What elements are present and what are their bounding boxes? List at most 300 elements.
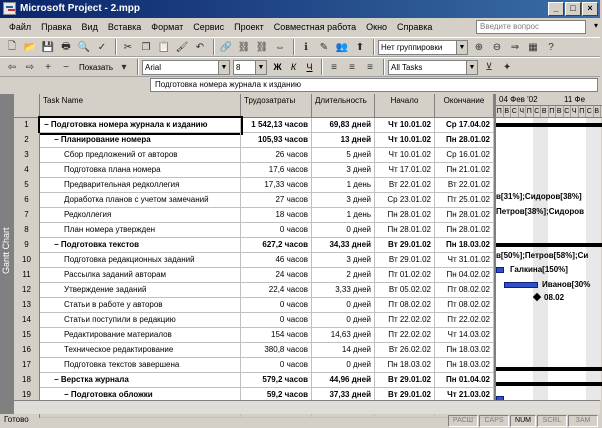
- work-cell-text: 627,2 часов: [262, 240, 308, 249]
- gantt-day: В: [594, 108, 600, 115]
- gantt-day: П: [549, 108, 555, 115]
- row-id[interactable]: [14, 118, 40, 133]
- table-row[interactable]: [14, 358, 494, 373]
- row-id-text: 17: [22, 360, 31, 369]
- start-cell[interactable]: [375, 358, 435, 373]
- collapse-toggle-icon[interactable]: −: [44, 120, 51, 129]
- help-question-input[interactable]: Введите вопрос: [476, 20, 586, 34]
- duration-cell[interactable]: [312, 373, 375, 388]
- duration-cell[interactable]: [312, 163, 375, 178]
- task-name-cell[interactable]: [40, 238, 241, 253]
- assign-resources-icon[interactable]: 👥: [335, 41, 349, 53]
- work-cell-text: 22,4 часов: [268, 285, 308, 294]
- format-painter-icon[interactable]: 🖌: [175, 41, 189, 53]
- gantt-label: в[50%];Петров[58%];Си: [496, 251, 589, 260]
- col-start[interactable]: Начало: [375, 94, 435, 118]
- finish-cell[interactable]: [435, 163, 494, 178]
- duration-cell[interactable]: [312, 208, 375, 223]
- finish-cell[interactable]: [435, 178, 494, 193]
- table-row[interactable]: [14, 193, 494, 208]
- start-cell[interactable]: [375, 268, 435, 283]
- duration-cell-text: 1 день: [346, 210, 371, 219]
- duration-cell[interactable]: [312, 268, 375, 283]
- task-name-cell-text: Подготовка текстов завершена: [64, 360, 180, 369]
- finish-cell[interactable]: [435, 283, 494, 298]
- row-id[interactable]: [14, 298, 40, 313]
- work-cell-text: 27 часов: [275, 195, 308, 204]
- start-cell[interactable]: [375, 163, 435, 178]
- table-row[interactable]: [14, 223, 494, 238]
- duration-cell-text: 2 дней: [346, 270, 371, 279]
- work-cell[interactable]: [241, 118, 312, 133]
- work-cell[interactable]: [241, 313, 312, 328]
- start-cell[interactable]: [375, 133, 435, 148]
- work-cell-text: 17,33 часов: [264, 180, 308, 189]
- table-row[interactable]: [14, 343, 494, 358]
- autofilter-icon[interactable]: ⊻: [485, 61, 493, 73]
- task-name-cell[interactable]: [40, 313, 241, 328]
- finish-cell[interactable]: [435, 223, 494, 238]
- menu-file[interactable]: Файл: [9, 22, 32, 32]
- start-cell-text: Вт 29.01.02: [388, 390, 431, 399]
- start-cell[interactable]: [375, 313, 435, 328]
- table-row[interactable]: [14, 253, 494, 268]
- row-id-text: 18: [22, 375, 31, 384]
- row-id-text: 14: [22, 315, 31, 324]
- duration-cell[interactable]: [312, 223, 375, 238]
- menu-view[interactable]: Вид: [81, 22, 98, 32]
- project-app-icon: [3, 2, 16, 15]
- start-cell-text: Пт 01.02.02: [388, 270, 431, 279]
- table-row[interactable]: [14, 148, 494, 163]
- work-cell[interactable]: [241, 283, 312, 298]
- scrl-indicator: SCRL: [537, 415, 567, 427]
- spelling-icon[interactable]: ✓: [97, 41, 107, 53]
- task-table: [14, 94, 494, 400]
- task-name-cell[interactable]: [40, 268, 241, 283]
- start-cell[interactable]: [375, 193, 435, 208]
- finish-cell-text: Пн 28.01.02: [446, 210, 490, 219]
- finish-cell[interactable]: [435, 358, 494, 373]
- table-row[interactable]: [14, 328, 494, 343]
- duration-cell[interactable]: [312, 118, 375, 133]
- italic-button[interactable]: К: [290, 61, 297, 72]
- underline-button[interactable]: Ч: [306, 61, 313, 72]
- task-name-cell[interactable]: [40, 118, 241, 133]
- view-label: Gantt Chart: [1, 227, 11, 274]
- gantt-chart: [494, 94, 600, 400]
- work-cell[interactable]: [241, 208, 312, 223]
- task-name-cell-text: Рассылка заданий авторам: [64, 270, 167, 279]
- duration-cell[interactable]: [312, 313, 375, 328]
- table-row[interactable]: [14, 118, 494, 133]
- gantt-summary-bar[interactable]: [496, 123, 602, 127]
- title-bar: [0, 0, 600, 18]
- duration-cell[interactable]: [312, 148, 375, 163]
- close-button[interactable]: ×: [582, 2, 598, 16]
- row-id-text: 4: [24, 165, 29, 174]
- gantt-label: Петров[38%];Сидоров: [496, 207, 585, 216]
- task-name-cell[interactable]: [40, 208, 241, 223]
- gantt-day: В: [556, 108, 562, 115]
- zoom-out-icon[interactable]: ⊖: [492, 41, 502, 53]
- gantt-day: С: [511, 108, 517, 115]
- work-cell-text: 59,2 часов: [266, 390, 308, 399]
- row-id[interactable]: [14, 358, 40, 373]
- row-id-text: 12: [22, 285, 31, 294]
- duration-cell-text: 0 дней: [346, 360, 371, 369]
- menu-edit[interactable]: Правка: [41, 22, 72, 32]
- group-by-combo[interactable]: [378, 40, 468, 55]
- row-id[interactable]: [14, 313, 40, 328]
- finish-cell[interactable]: [435, 118, 494, 133]
- row-id[interactable]: [14, 328, 40, 343]
- duration-cell-text: 37,33 дней: [329, 390, 371, 399]
- finish-cell-text: Пн 01.04.02: [446, 375, 490, 384]
- arrow-right-icon[interactable]: ⇨: [25, 61, 35, 73]
- finish-cell-text: Чт 21.03.02: [447, 390, 490, 399]
- gantt-summary-bar[interactable]: [496, 367, 602, 371]
- gantt-timescale-days: [496, 106, 602, 118]
- finish-cell[interactable]: [435, 298, 494, 313]
- gantt-label: 08.02: [544, 293, 565, 302]
- print-icon[interactable]: 🖶: [61, 40, 71, 52]
- row-id[interactable]: [14, 268, 40, 283]
- start-cell[interactable]: [375, 328, 435, 343]
- row-id-text: 19: [22, 390, 31, 399]
- task-name-cell[interactable]: [40, 133, 241, 148]
- gantt-wizard-icon[interactable]: ✦: [502, 61, 512, 73]
- arrow-left-icon[interactable]: ⇦: [7, 61, 17, 73]
- duration-cell-text: 14,63 дней: [330, 330, 371, 339]
- help-dropdown-icon[interactable]: ▾: [593, 21, 598, 30]
- preview-icon[interactable]: 🔍: [77, 41, 91, 53]
- menu-window[interactable]: Окно: [366, 22, 388, 32]
- finish-cell[interactable]: [435, 373, 494, 388]
- table-row[interactable]: [14, 313, 494, 328]
- duration-cell[interactable]: [312, 298, 375, 313]
- menu-tools[interactable]: Сервис: [193, 22, 225, 32]
- finish-cell[interactable]: [435, 343, 494, 358]
- duration-cell-text: 0 дней: [346, 300, 371, 309]
- entry-field[interactable]: Подготовка номера журнала к изданию: [150, 78, 598, 92]
- task-name-cell[interactable]: [40, 163, 241, 178]
- start-cell[interactable]: [375, 223, 435, 238]
- save-icon[interactable]: 💾: [41, 41, 55, 53]
- gantt-day: С: [586, 108, 592, 115]
- work-cell[interactable]: [241, 268, 312, 283]
- task-name-cell-text: Предварительная редколлегия: [64, 180, 180, 189]
- start-cell[interactable]: [375, 343, 435, 358]
- start-cell-text: Ср 23.01.02: [387, 195, 431, 204]
- start-cell-text: Пт 22.02.02: [388, 330, 431, 339]
- cut-icon[interactable]: ✂: [123, 41, 133, 53]
- finish-cell[interactable]: [435, 148, 494, 163]
- work-cell[interactable]: [241, 238, 312, 253]
- row-id[interactable]: [14, 178, 40, 193]
- task-name-cell[interactable]: [40, 358, 241, 373]
- finish-cell[interactable]: [435, 328, 494, 343]
- align-center-icon[interactable]: ≡: [349, 61, 355, 73]
- finish-cell-text: Пт 08.02.02: [447, 300, 490, 309]
- work-cell[interactable]: [241, 223, 312, 238]
- duration-cell-text: 69,83 дней: [329, 120, 371, 129]
- row-id-text: 8: [24, 225, 29, 234]
- finish-cell[interactable]: [435, 238, 494, 253]
- collapse-toggle-icon[interactable]: −: [54, 375, 61, 384]
- start-cell-text: Вт 29.01.02: [388, 255, 431, 264]
- work-cell[interactable]: [241, 328, 312, 343]
- start-cell-text: Пт 08.02.02: [388, 300, 431, 309]
- start-cell-text: Пн 28.01.02: [387, 210, 431, 219]
- start-cell-text: Чт 17.01.02: [388, 165, 431, 174]
- row-id[interactable]: [14, 343, 40, 358]
- gantt-label: Галкина[150%]: [510, 265, 568, 274]
- task-notes-icon[interactable]: ✎: [319, 41, 329, 53]
- work-cell[interactable]: [241, 133, 312, 148]
- new-icon[interactable]: 🗋: [7, 40, 17, 52]
- task-name-cell-text: Утверждение заданий: [64, 285, 147, 294]
- row-id[interactable]: [14, 253, 40, 268]
- table-row[interactable]: [14, 208, 494, 223]
- minimize-button[interactable]: _: [548, 2, 564, 16]
- work-cell[interactable]: [241, 148, 312, 163]
- row-id-text: 7: [24, 210, 29, 219]
- task-name-cell[interactable]: [40, 283, 241, 298]
- copy-picture-icon[interactable]: ▦: [528, 41, 538, 53]
- menu-insert[interactable]: Вставка: [107, 22, 142, 32]
- row-id[interactable]: [14, 133, 40, 148]
- work-cell[interactable]: [241, 163, 312, 178]
- gantt-summary-bar[interactable]: [496, 382, 602, 386]
- work-cell[interactable]: [241, 253, 312, 268]
- start-cell-text: Вт 26.02.02: [388, 345, 431, 354]
- work-cell[interactable]: [241, 373, 312, 388]
- ext-indicator: РАСШ: [448, 415, 478, 427]
- gantt-task-bar[interactable]: [496, 267, 504, 273]
- num-indicator: NUM: [510, 415, 536, 427]
- duration-cell[interactable]: [312, 253, 375, 268]
- duration-cell[interactable]: [312, 238, 375, 253]
- gantt-day: П: [579, 108, 585, 115]
- task-name-cell-text: Статьи поступили в редакцию: [64, 315, 176, 324]
- work-cell[interactable]: [241, 358, 312, 373]
- chevron-down-icon: ▼: [255, 61, 266, 74]
- finish-cell-text: Чт 14.03.02: [447, 330, 490, 339]
- table-row[interactable]: [14, 373, 494, 388]
- open-icon[interactable]: 📂: [23, 41, 37, 53]
- task-name-cell[interactable]: [40, 328, 241, 343]
- task-name-cell[interactable]: [40, 193, 241, 208]
- work-cell[interactable]: [241, 298, 312, 313]
- publish-icon[interactable]: ⬆: [355, 41, 365, 53]
- collapse-toggle-icon[interactable]: −: [64, 390, 71, 399]
- start-cell[interactable]: [375, 178, 435, 193]
- col-work[interactable]: Трудозатраты: [241, 94, 312, 118]
- task-name-cell[interactable]: [40, 343, 241, 358]
- align-left-icon[interactable]: ≡: [331, 61, 337, 73]
- filter-combo[interactable]: [388, 60, 478, 75]
- start-cell[interactable]: [375, 283, 435, 298]
- row-id[interactable]: [14, 238, 40, 253]
- task-name-cell-text: Подготовка редакционных заданий: [64, 255, 195, 264]
- task-name-cell-text: Планирование номера: [60, 135, 151, 144]
- work-cell[interactable]: [241, 343, 312, 358]
- start-cell[interactable]: [375, 298, 435, 313]
- split-task-icon[interactable]: ⇔: [275, 41, 285, 53]
- work-cell-text: 579,2 часов: [262, 375, 308, 384]
- task-name-cell-text: Редколлегия: [64, 210, 112, 219]
- work-cell[interactable]: [241, 178, 312, 193]
- task-name-cell[interactable]: [40, 253, 241, 268]
- horizontal-scrollbar[interactable]: [14, 400, 600, 414]
- formatting-toolbar: [0, 57, 600, 77]
- finish-cell[interactable]: [435, 193, 494, 208]
- entry-bar: [0, 77, 600, 93]
- start-cell[interactable]: [375, 238, 435, 253]
- gantt-week-2: 11 Фе: [564, 95, 586, 104]
- start-cell-text: Вт 29.01.02: [388, 240, 431, 249]
- collapse-toggle-icon[interactable]: −: [54, 135, 61, 144]
- unlink-tasks-icon[interactable]: ⛓: [255, 41, 269, 53]
- font-combo[interactable]: [142, 60, 230, 75]
- work-cell-text: 0 часов: [279, 360, 308, 369]
- show-button[interactable]: Показать: [79, 62, 114, 72]
- task-info-icon[interactable]: ℹ: [304, 41, 308, 53]
- undo-icon[interactable]: ↶: [195, 41, 205, 53]
- menu-collaborate[interactable]: Совместная работа: [273, 22, 357, 32]
- paste-icon[interactable]: 📋: [157, 41, 171, 53]
- row-id[interactable]: [14, 373, 40, 388]
- row-id[interactable]: [14, 163, 40, 178]
- font-size-value: 8: [236, 62, 241, 72]
- chevron-down-icon: ▼: [218, 61, 229, 74]
- link-tasks-icon[interactable]: ⛓: [237, 41, 251, 53]
- row-id-text: 10: [22, 255, 31, 264]
- finish-cell-text: Пн 18.03.02: [446, 345, 490, 354]
- table-row[interactable]: [14, 238, 494, 253]
- chevron-down-icon[interactable]: ▾: [121, 61, 127, 73]
- gantt-label: Иванов[30%: [542, 280, 591, 289]
- task-name-cell[interactable]: [40, 148, 241, 163]
- copy-icon[interactable]: ❐: [141, 41, 151, 53]
- finish-cell[interactable]: [435, 133, 494, 148]
- finish-cell-text: Пт 22.02.02: [447, 315, 490, 324]
- finish-cell[interactable]: [435, 313, 494, 328]
- work-cell-text: 18 часов: [275, 210, 308, 219]
- view-bar: [0, 94, 14, 414]
- align-right-icon[interactable]: ≡: [367, 61, 373, 73]
- gantt-task-bar[interactable]: [504, 282, 538, 288]
- duration-cell-text: 3 дней: [346, 195, 371, 204]
- col-duration[interactable]: Длительность: [312, 94, 375, 118]
- hyperlink-icon[interactable]: 🔗: [219, 41, 233, 53]
- row-id-text: 3: [24, 150, 29, 159]
- duration-cell-text: 1 день: [346, 180, 371, 189]
- duration-cell[interactable]: [312, 328, 375, 343]
- row-id-text: 1: [24, 120, 29, 129]
- row-id[interactable]: [14, 283, 40, 298]
- gantt-day: П: [526, 108, 532, 115]
- duration-cell-text: 0 дней: [346, 225, 371, 234]
- row-id[interactable]: [14, 208, 40, 223]
- duration-cell-text: 3,33 дней: [335, 285, 371, 294]
- col-finish[interactable]: Окончание: [435, 94, 494, 118]
- finish-cell[interactable]: [435, 208, 494, 223]
- finish-cell-text: Пн 18.03.02: [446, 240, 490, 249]
- work-cell-text: 1 542,13 часов: [251, 120, 308, 129]
- task-name-cell[interactable]: [40, 223, 241, 238]
- window-title: Microsoft Project - 2.mpp: [20, 3, 141, 14]
- gantt-day: П: [496, 108, 502, 115]
- menu-help[interactable]: Справка: [397, 22, 433, 32]
- row-id[interactable]: [14, 148, 40, 163]
- table-row[interactable]: [14, 298, 494, 313]
- add-icon[interactable]: +: [45, 61, 51, 73]
- table-row[interactable]: [14, 268, 494, 283]
- filter-value: All Tasks: [391, 62, 423, 72]
- start-cell[interactable]: [375, 118, 435, 133]
- help-icon[interactable]: ?: [548, 41, 554, 53]
- start-cell[interactable]: [375, 208, 435, 223]
- duration-cell[interactable]: [312, 358, 375, 373]
- zoom-in-icon[interactable]: ⊕: [474, 41, 484, 53]
- duration-cell-text: 5 дней: [346, 150, 371, 159]
- duration-cell[interactable]: [312, 283, 375, 298]
- chevron-down-icon: ▼: [456, 41, 467, 54]
- status-bar: [0, 414, 600, 428]
- task-name-cell-text: План номера утвержден: [64, 225, 156, 234]
- gantt-timescale-top: [496, 94, 602, 106]
- row-id[interactable]: [14, 223, 40, 238]
- maximize-button[interactable]: □: [565, 2, 581, 16]
- table-row[interactable]: [14, 283, 494, 298]
- duration-cell[interactable]: [312, 193, 375, 208]
- bold-button[interactable]: Ж: [273, 61, 282, 72]
- start-cell[interactable]: [375, 148, 435, 163]
- finish-cell[interactable]: [435, 253, 494, 268]
- finish-cell-text: Пн 04.02.02: [446, 270, 490, 279]
- table-row[interactable]: [14, 178, 494, 193]
- task-name-cell[interactable]: [40, 178, 241, 193]
- row-id[interactable]: [14, 193, 40, 208]
- menu-project[interactable]: Проект: [234, 22, 264, 32]
- font-size-combo[interactable]: [233, 60, 267, 75]
- work-cell[interactable]: [241, 193, 312, 208]
- collapse-toggle-icon[interactable]: −: [54, 240, 61, 249]
- finish-cell-text: Пн 18.03.02: [446, 360, 490, 369]
- finish-cell-text: Пн 21.01.02: [446, 165, 490, 174]
- duration-cell[interactable]: [312, 343, 375, 358]
- start-cell[interactable]: [375, 253, 435, 268]
- duration-cell[interactable]: [312, 178, 375, 193]
- goto-task-icon[interactable]: ⇒: [510, 41, 520, 53]
- table-row[interactable]: [14, 133, 494, 148]
- task-name-cell[interactable]: [40, 373, 241, 388]
- finish-cell[interactable]: [435, 268, 494, 283]
- gantt-day: В: [504, 108, 510, 115]
- start-cell[interactable]: [375, 373, 435, 388]
- select-all-cell[interactable]: [14, 94, 40, 118]
- duration-cell[interactable]: [312, 133, 375, 148]
- menu-format[interactable]: Формат: [151, 22, 184, 32]
- table-row[interactable]: [14, 163, 494, 178]
- remove-icon[interactable]: −: [63, 61, 69, 73]
- col-task-name[interactable]: Task Name: [40, 94, 241, 118]
- gantt-summary-bar[interactable]: [496, 243, 602, 247]
- row-id-text: 11: [22, 270, 31, 279]
- task-name-cell[interactable]: [40, 298, 241, 313]
